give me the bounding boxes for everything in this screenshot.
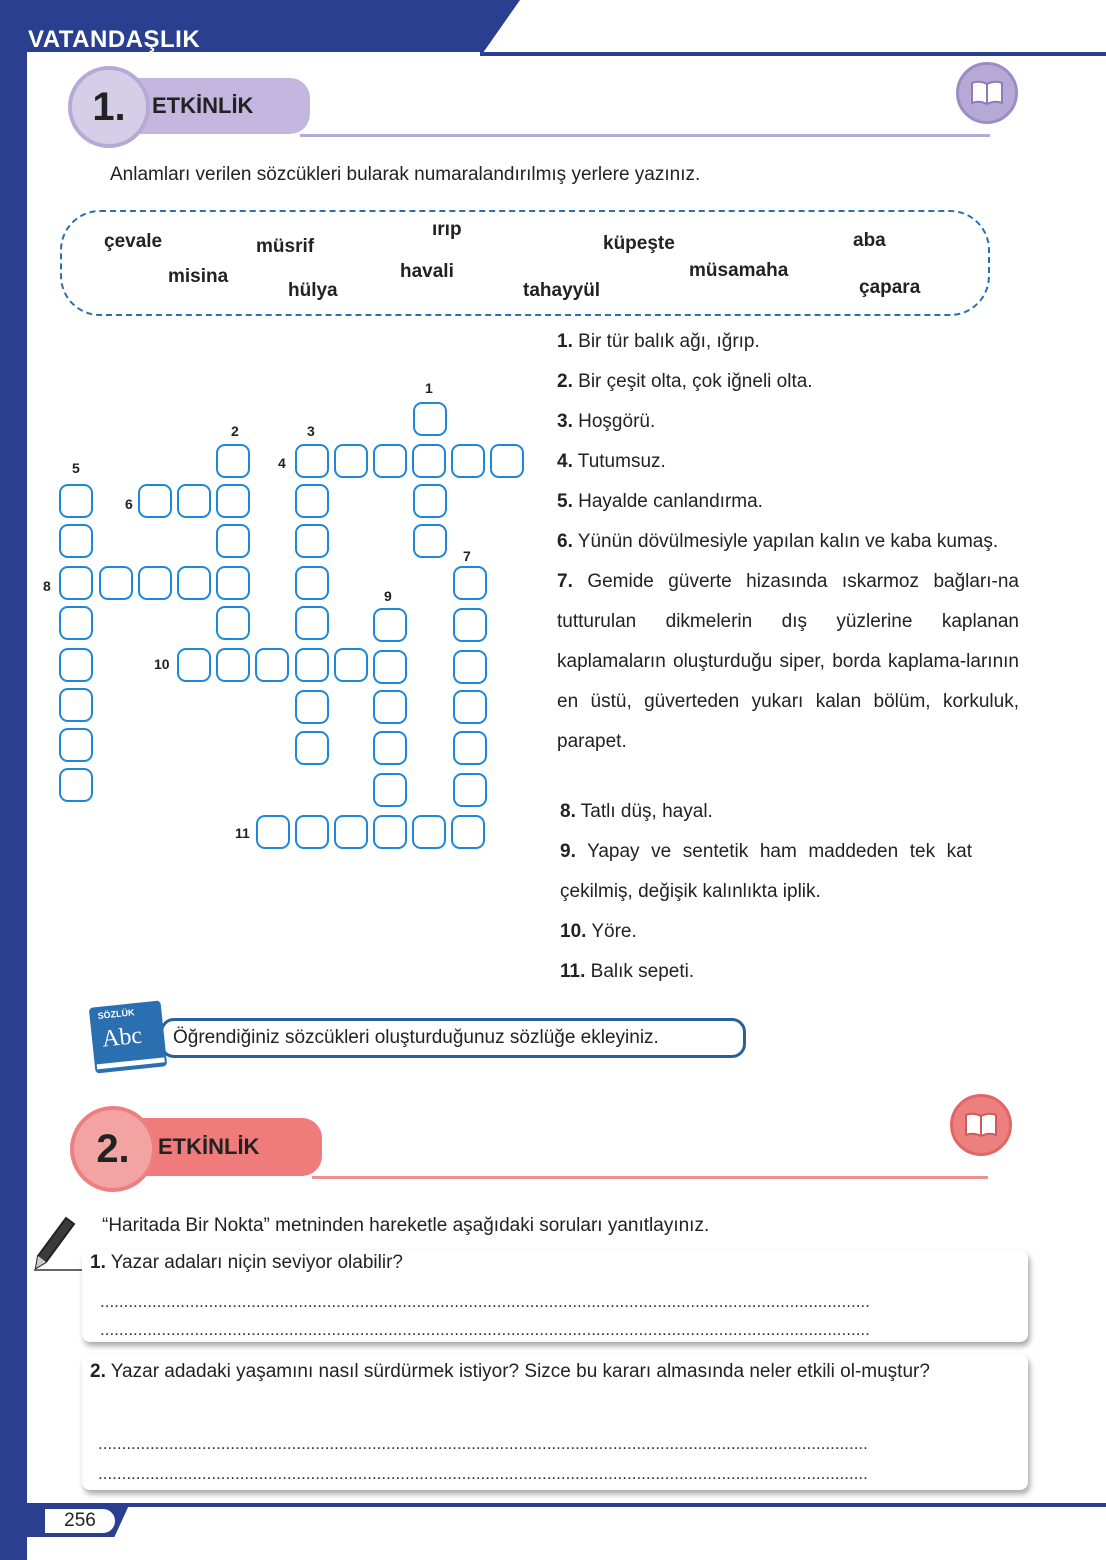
clue-item: 5. Hayalde canlandırma. — [557, 491, 763, 512]
footer-rule — [120, 1503, 1106, 1507]
crossword-number: 7 — [463, 548, 471, 564]
crossword-cell[interactable] — [451, 444, 485, 478]
crossword-cell[interactable] — [451, 815, 485, 849]
header-rule — [480, 52, 1106, 56]
crossword-cell[interactable] — [295, 484, 329, 518]
left-margin-bar — [0, 0, 27, 1560]
crossword-grid — [0, 0, 1, 1]
crossword-cell[interactable] — [216, 444, 250, 478]
word-bank-item: ırıp — [432, 219, 462, 240]
crossword-cell[interactable] — [373, 650, 407, 684]
dictionary-book-abc: Abc — [100, 1022, 144, 1053]
clue-list-lower — [560, 792, 972, 992]
clue-item: 8. Tatlı düş, hayal. — [560, 801, 713, 822]
activity2-instruction: “Haritada Bir Nokta” metninden hareketle aşağıdaki soruları yanıtlayınız. — [102, 1215, 710, 1236]
crossword-cell[interactable] — [334, 815, 368, 849]
crossword-cell[interactable] — [295, 815, 329, 849]
question-text: 2. Yazar adadaki yaşamını nasıl sürdürmek istiyor? Sizce bu kararı almasında neler etkili ol-muştur? — [90, 1361, 930, 1382]
page-number: 256 — [45, 1509, 115, 1533]
crossword-cell[interactable] — [295, 566, 329, 600]
clue-item: 10. Yöre. — [560, 921, 637, 942]
word-bank-item: hülya — [288, 280, 338, 301]
crossword-cell[interactable] — [373, 731, 407, 765]
dictionary-note-text: Öğrendiğiniz sözcükleri oluşturduğunuz sözlüğe ekleyiniz. — [173, 1027, 659, 1048]
crossword-cell[interactable] — [453, 773, 487, 807]
crossword-cell[interactable] — [138, 566, 172, 600]
crossword-cell[interactable] — [373, 444, 407, 478]
crossword-cell[interactable] — [295, 731, 329, 765]
clue-item: 11. Balık sepeti. — [560, 961, 695, 982]
word-bank-item: çapara — [859, 277, 921, 298]
crossword-cell[interactable] — [373, 815, 407, 849]
crossword-cell[interactable] — [59, 728, 93, 762]
crossword-cell[interactable] — [413, 402, 447, 436]
crossword-cell[interactable] — [59, 768, 93, 802]
question-card — [82, 1250, 1028, 1342]
crossword-number: 5 — [72, 460, 80, 476]
crossword-cell[interactable] — [453, 731, 487, 765]
word-bank-item: havali — [400, 261, 454, 282]
activity1-instruction: Anlamları verilen sözcükleri bularak numaralandırılmış yerlere yazınız. — [110, 164, 701, 185]
dictionary-book-icon — [89, 1000, 168, 1073]
clue-item: 2. Bir çeşit olta, çok iğneli olta. — [557, 371, 813, 392]
clue-item: 3. Hoşgörü. — [557, 411, 656, 432]
crossword-number: 3 — [307, 423, 315, 439]
crossword-number: 11 — [235, 825, 250, 841]
crossword-cell[interactable] — [295, 444, 329, 478]
crossword-number: 2 — [231, 423, 239, 439]
crossword-cell[interactable] — [295, 524, 329, 558]
crossword-cell[interactable] — [59, 524, 93, 558]
answer-line[interactable]: ................................................................................................................................................................... — [98, 1434, 868, 1453]
book-pin-icon — [950, 1094, 1012, 1156]
clue-item: 4. Tutumsuz. — [557, 451, 666, 472]
dictionary-book-label: SÖZLÜK — [97, 1007, 135, 1022]
activity1-rule — [300, 134, 990, 137]
crossword-cell[interactable] — [256, 815, 290, 849]
clue-item: 7. Gemide güverte hizasında ıskarmoz bağları-na tutturulan dikmelerin dış yüzlerine kaplanan kaplamaların oluşturduğu siper, borda kaplama-larının en üstü, güverteden yukarı kalan bölüm, korkuluk, parapet. — [557, 571, 1020, 752]
crossword-cell[interactable] — [59, 484, 93, 518]
crossword-cell[interactable] — [59, 688, 93, 722]
crossword-cell[interactable] — [453, 650, 487, 684]
crossword-number: 4 — [278, 455, 286, 471]
answer-line[interactable]: ................................................................................................................................................................... — [100, 1320, 870, 1339]
crossword-cell[interactable] — [295, 690, 329, 724]
word-bank-item: tahayyül — [523, 280, 601, 301]
crossword-cell[interactable] — [138, 484, 172, 518]
crossword-cell[interactable] — [59, 648, 93, 682]
crossword-cell[interactable] — [177, 648, 211, 682]
crossword-cell[interactable] — [295, 648, 329, 682]
answer-line[interactable]: ................................................................................................................................................................... — [100, 1292, 870, 1311]
activity1-number: 1. — [92, 84, 126, 129]
crossword-cell[interactable] — [177, 566, 211, 600]
crossword-cell[interactable] — [412, 444, 446, 478]
crossword-cell[interactable] — [216, 524, 250, 558]
clue-item: 6. Yünün dövülmesiyle yapılan kalın ve kaba kumaş. — [557, 531, 999, 552]
activity2-title: ETKİNLİK — [158, 1134, 260, 1159]
crossword-cell[interactable] — [59, 606, 93, 640]
crossword-cell[interactable] — [99, 566, 133, 600]
question-card — [82, 1354, 1028, 1490]
crossword-cell[interactable] — [334, 444, 368, 478]
crossword-cell[interactable] — [490, 444, 524, 478]
crossword-number: 8 — [43, 578, 51, 594]
word-bank-item: müsamaha — [689, 260, 789, 281]
crossword-cell[interactable] — [453, 566, 487, 600]
crossword-number: 6 — [125, 496, 133, 512]
crossword-cell[interactable] — [413, 484, 447, 518]
answer-line[interactable]: ................................................................................................................................................................... — [98, 1464, 868, 1483]
clue-item: 1. Bir tür balık ağı, ığrıp. — [557, 331, 760, 352]
activity2-number: 2. — [96, 1126, 130, 1171]
dictionary-note — [160, 1018, 746, 1058]
activity2-rule — [312, 1176, 988, 1179]
activity2-title-pill — [128, 1118, 322, 1176]
clue-list-upper — [557, 322, 1019, 762]
crossword-cell[interactable] — [453, 608, 487, 642]
crossword-cell[interactable] — [295, 606, 329, 640]
crossword-cell[interactable] — [216, 566, 250, 600]
crossword-cell[interactable] — [216, 484, 250, 518]
activity1-number-badge — [68, 66, 150, 148]
word-bank-item: misina — [168, 266, 229, 287]
crossword-cell[interactable] — [413, 524, 447, 558]
crossword-number: 9 — [384, 588, 392, 604]
pencil-icon — [30, 1214, 82, 1272]
question-text: 1. Yazar adaları niçin seviyor olabilir? — [90, 1252, 403, 1273]
crossword-cell[interactable] — [177, 484, 211, 518]
word-bank-item: çevale — [104, 231, 163, 252]
crossword-cell[interactable] — [59, 566, 93, 600]
crossword-cell[interactable] — [453, 690, 487, 724]
crossword-cell[interactable] — [373, 773, 407, 807]
book-pin-icon — [956, 62, 1018, 124]
crossword-cell[interactable] — [216, 648, 250, 682]
subject-title: VATANDAŞLIK — [28, 26, 201, 53]
crossword-number: 10 — [154, 656, 170, 672]
word-bank-item: müsrif — [256, 236, 315, 257]
crossword-cell[interactable] — [412, 815, 446, 849]
crossword-cell[interactable] — [373, 608, 407, 642]
crossword-cell[interactable] — [373, 690, 407, 724]
activity1-title: ETKİNLİK — [152, 93, 254, 118]
word-bank-item: küpeşte — [603, 233, 675, 254]
crossword-cell[interactable] — [216, 606, 250, 640]
crossword-cell[interactable] — [255, 648, 289, 682]
clue-item: 9. Yapay ve sentetik ham maddeden tek kat çekilmiş, değişik kalınlıkta iplik. — [560, 841, 972, 902]
word-bank-item: aba — [853, 230, 886, 251]
crossword-cell[interactable] — [334, 648, 368, 682]
crossword-number: 1 — [425, 380, 433, 396]
activity2-number-badge — [70, 1106, 156, 1192]
